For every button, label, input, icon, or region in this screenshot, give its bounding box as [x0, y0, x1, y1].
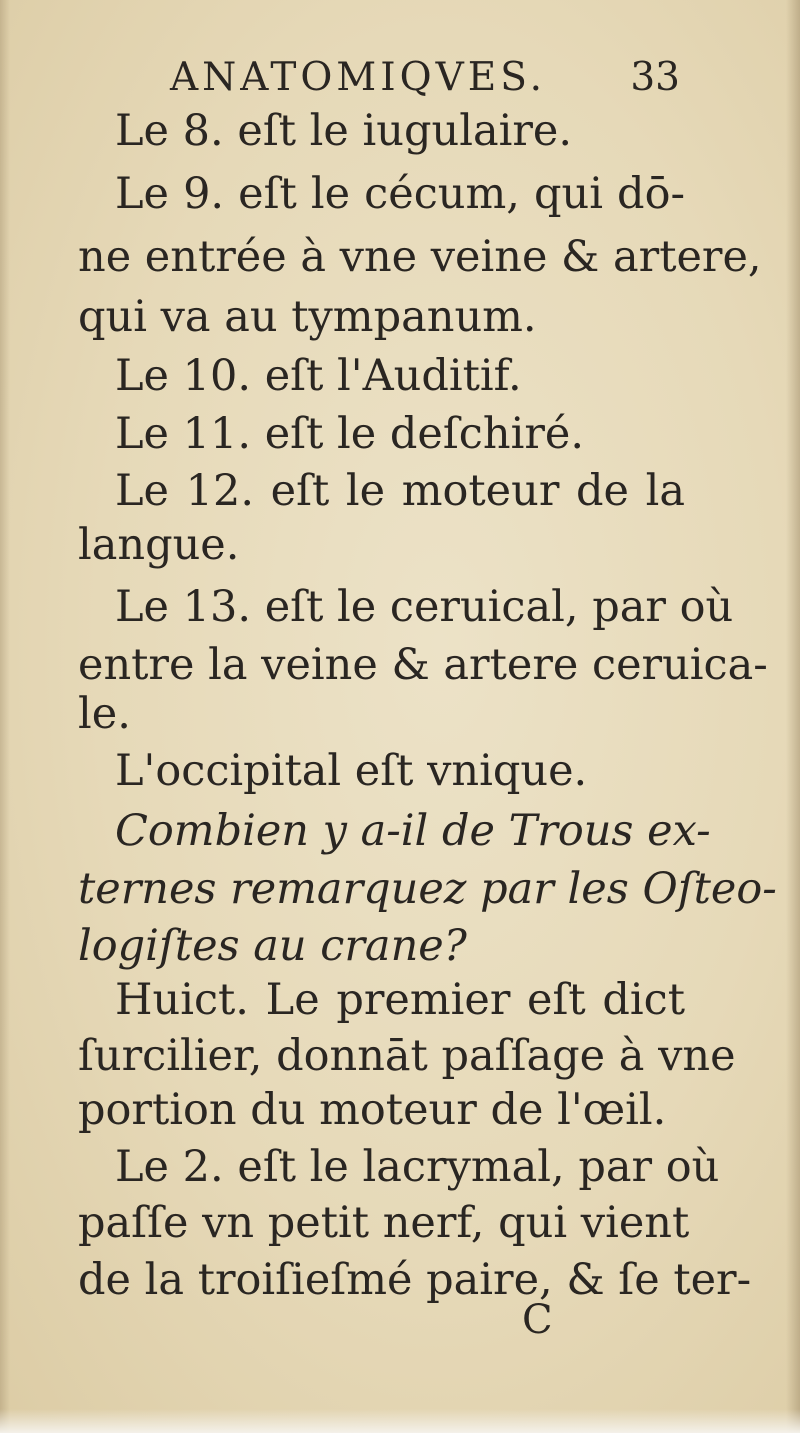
catchword: C: [522, 1297, 553, 1343]
text-line: Combien y a-il de Trous ex-: [115, 806, 711, 856]
page-bottom-edge: [0, 1409, 800, 1433]
text-line: qui va au tympanum.: [78, 292, 537, 342]
running-title: ANATOMIQVES.: [170, 55, 546, 100]
text-line: ne entrée à vne veine & artere,: [78, 232, 762, 282]
text-line: de la troiſieſmé paire, & ſe ter-: [78, 1255, 752, 1305]
page-header: [170, 52, 680, 104]
text-line: Le 9. eſt le cécum, qui dō-: [115, 169, 685, 219]
text-line: entre la veine & artere ceruica-: [78, 640, 768, 690]
text-line: logiſtes au crane?: [78, 921, 467, 971]
page-left-edge: [0, 0, 10, 1433]
text-line: Le 2. eſt le lacrymal, par où: [115, 1142, 720, 1192]
text-line: Huict. Le premier eſt dict: [115, 975, 685, 1025]
text-line: Le 13. eſt le ceruical, par où: [115, 582, 734, 632]
text-line: Le 10. eſt l'Auditif.: [115, 351, 522, 401]
text-line: portion du moteur de l'œil.: [78, 1085, 667, 1135]
text-line: L'occipital eſt vnique.: [115, 746, 588, 796]
text-line: Le 8. eſt le iugulaire.: [115, 106, 573, 156]
page-gutter-shadow: [786, 0, 800, 1433]
text-line: ſurcilier, donnāt paſſage à vne: [78, 1031, 736, 1081]
text-line: langue.: [78, 520, 240, 570]
text-line: le.: [78, 689, 131, 739]
page-number: 33: [630, 55, 680, 100]
text-line: paſſe vn petit nerf, qui vient: [78, 1198, 690, 1248]
text-line: Le 12. eſt le moteur de la: [115, 466, 685, 516]
text-line: ternes remarquez par les Oſteo-: [78, 864, 777, 914]
text-line: Le 11. eſt le deſchiré.: [115, 409, 584, 459]
